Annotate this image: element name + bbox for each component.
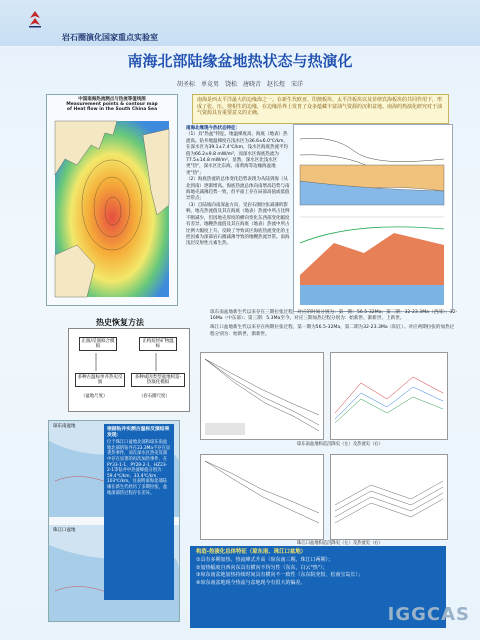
drilling-findings-title: 根据钻井实测古温标反演结果发现：	[107, 427, 170, 438]
conclusion-title: 构造-热演化总体特征（琼东南、珠江口盆地）	[196, 549, 307, 555]
authors: 胡圣标 单竞男 饶松 唐晓音 赵长煜 宋洋	[176, 81, 303, 88]
zje-heatflow-lines	[331, 455, 447, 539]
body-p2: （2）海底热流的总体变化趋势表现为从陆到海（从北到南）逐渐增高。海底热流总体向南增高趋势与南海地壳减薄趋势一致，但平面上存在局部高值或低值异常点；	[186, 177, 290, 202]
flow-arrows	[69, 329, 189, 411]
map-graphic	[47, 95, 177, 305]
heat-recovery-title: 热史恢复方法	[96, 318, 144, 327]
header-bar	[0, 0, 480, 46]
flow-box-alkane-thermometer: 正构烷烃矿物温标	[139, 337, 177, 351]
zje-caption: 珠江口盆地构造沉降史（左）及热流史（右）	[297, 541, 383, 546]
body-p1: （1）具"热盆"特征。地温梯度高、海底（地表）热流高。钻井地温梯度在浅水区为36.6±6.0℃/km，在深水区为39.1±7.4℃/km，浅水区海底热流平均值为66.2±9.8 mW/m²，而深水区海底热流为77.5±14.8 mW/m²。显然，深水区比浅水区更"热"，深水区比东海、南黄海等边缘海盆地更"热"；	[186, 132, 289, 176]
page-title: 南海北部陆缘盆地热状态与热演化	[127, 52, 353, 70]
flow-label-lithosphere-scale: （岩石圈尺度）	[139, 394, 170, 399]
flow-label-basin-scale: （盆地尺度）	[81, 394, 108, 399]
qdn-caption: 琼东南盆地构造沉降史（左）及热流史（右）	[297, 442, 383, 447]
flow-box-single-well: 多种古温标单井热史反演	[75, 373, 125, 387]
method-flowchart	[68, 328, 190, 412]
conclusion-l1: ①具有多期加热、热流峰式升高（琼东南三期、珠江口两期）；	[196, 557, 333, 564]
body-text	[186, 126, 290, 248]
qdn-heatflow-lines	[331, 353, 447, 439]
conclusion-l3: ③琼东南盆地加热持续时间具有横向不一致性（东东院充短，松南宝岛长）；	[196, 572, 363, 579]
crustal-profile-figure	[293, 124, 453, 312]
flow-box-forward-inverse: 正演/反演拟合模拟	[79, 337, 117, 351]
zje-subsidence-plot	[200, 454, 324, 540]
conclusion-l4: ④琼东南盆地现今热流与盆地现今有很大的偏差。	[196, 579, 306, 586]
qdn-subsidence-lines	[201, 353, 323, 439]
right-caption	[210, 310, 458, 338]
drilling-findings-text: 位于珠江口盆地北部和琼东南盆地北部的钻井在23.3Ma不存在显著热事件，而在深水区热史反演中存在显著的再次加热事件，在PY33-1-1、PY28-2-1、HZ23-2-1等钻井中热流峰值分别为：59.4℃/km、33.4℃/km、103℃/km。这表明南海北部陆缘在新生代经历了多期拉张，盆地深部热过程存在差异。	[107, 440, 171, 496]
profile-graphic	[294, 125, 452, 311]
body-p3: （3）自陆坡向南深盆方向，受岩石圈拉张减薄的影响，地壳热流值及其在海底（地表）热流中所占比例不断减少，但因地壳厚度的横向变化东西部变化幅度有差异，地幔热流值及其在海底（地表）热流中所占比例大幅度上升。反映了导致该区海底热流变化的主控因素为深部岩石圈减薄导致的地幔热流异常。南海浅层反射性元素生热。	[186, 202, 290, 247]
body-heading: 南海北缘现今热状态特征：	[186, 126, 240, 131]
zje-heatflow-plot	[330, 454, 448, 540]
zje-subsidence-lines	[201, 455, 323, 539]
lab-name: 岩石圈演化国家重点实验室	[62, 33, 158, 42]
institute-logo-icon	[28, 10, 42, 28]
drilling-findings-box	[104, 424, 174, 600]
qdn-heatflow-plot	[330, 352, 448, 440]
map-title: 中国南海热流测点与热流等值线图 Measurement points & contour map of Heat flow in the South China Sea	[66, 97, 158, 112]
qdn-subsidence-plot	[200, 352, 324, 440]
summary-text: 南海是西太平洋最大的边缘海之一。在新生代欧亚、印澳板块、太平洋板块以及菲律宾海板块的共同作用下，形成了张、压、剪相生的边缘，在边缘沿界上发育了众多蕴藏丰富油气资源的沉积盆地。南海的热演化研究对于油气资源具有重要意义的正确。	[197, 97, 443, 116]
heat-flow-map	[46, 94, 178, 306]
conclusion-l2: ②加热幅度自西向东具有横向不均匀性（东东，白云"热"）；	[196, 564, 328, 571]
footer-logo-text: IGGCAS	[387, 604, 470, 625]
caption-p1: 琼东南盆地新生代以来存在三期拉张过程，对应的时间分别为：第一期：56.5-32Ma；第二期：32-23.3Ma（西部）；32-16Ma（中东部）；第三期：5.3Ma至今。对应三期加热过程分别为：始新世、渐新世、上新世。	[210, 310, 458, 322]
lower-map-label-zje: 珠江口盆地	[53, 528, 76, 533]
caption-p2: 珠江口盆地新生代以来存在两期拉张过程，第一期为56.5-32Ma，第二期为32-23.3Ma（阳江）。对应两期拉张的加热过程分别为：始新世、渐新世。	[210, 325, 455, 337]
flow-box-basin-model: 多种成因类型盆地构造-热演化模拟	[131, 373, 185, 387]
summary-box	[192, 94, 449, 124]
lower-map-label-qdn: 琼东南盆地	[53, 424, 76, 429]
